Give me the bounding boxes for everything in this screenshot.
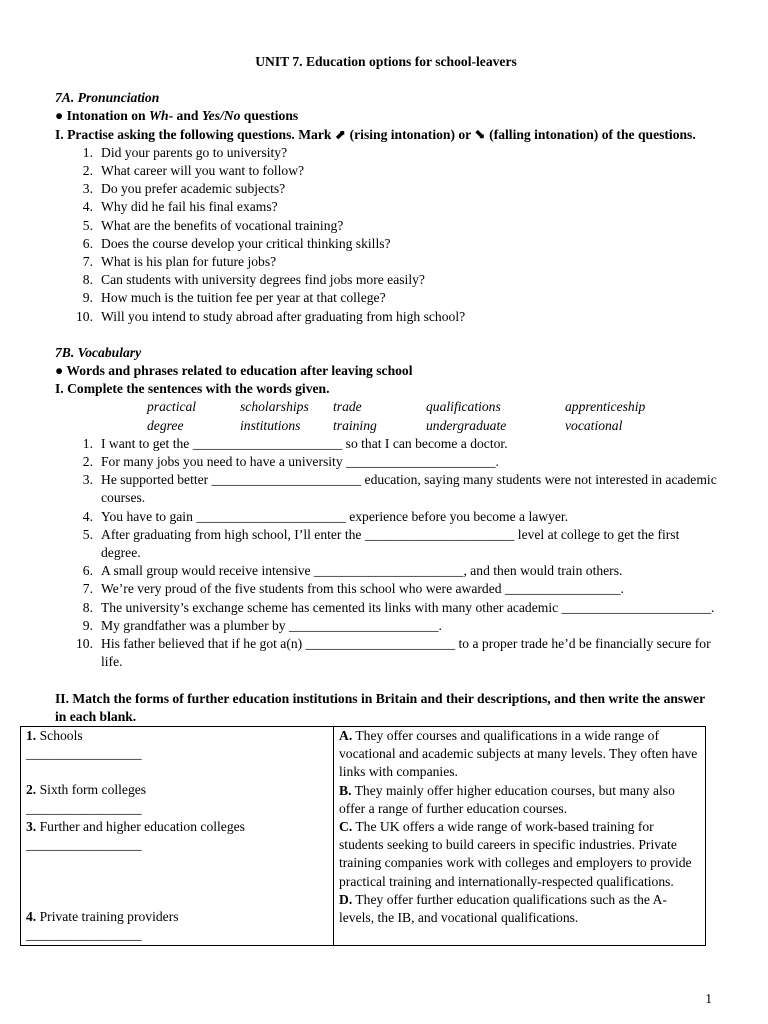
list-item: 6. A small group would receive intensive ______________________, and then would train others.: [82, 563, 623, 579]
section-b-heading: 7B. Vocabulary: [55, 344, 142, 360]
list-item: 7. We’re very proud of the five students from this school who were awarded _________________.: [82, 581, 624, 597]
section-b-instruction: I. Complete the sentences with the words given.: [55, 381, 330, 397]
list-item: 10. Will you intend to study abroad after graduating from high school?: [76, 308, 466, 324]
section-b-bullet: ● Words and phrases related to education after leaving school: [55, 363, 413, 379]
list-item: 5. After graduating from high school, I’ll enter the ______________________ level at college to get the first degree.: [82, 526, 680, 561]
rising-arrow-icon: ⬈: [334, 126, 347, 142]
list-item: 4. Why did he fail his final exams?: [82, 199, 278, 215]
list-item: 5. What are the benefits of vocational training?: [82, 217, 344, 233]
list-item: 9. My grandfather was a plumber by ______________________.: [82, 617, 442, 633]
word-option: practical: [147, 399, 197, 415]
word-option: degree: [147, 417, 184, 433]
spacer: [55, 326, 717, 344]
matching-instruction: II. Match the forms of further education institutions in Britain and their descriptions, and then write the answer in each blank.: [55, 690, 705, 724]
answer-blank[interactable]: _________________: [26, 836, 142, 852]
description-cell: A. They offer courses and qualifications in a wide range of vocational and academic subjects at many levels. They often have links with companies. B. They mainly offer higher education courses, but many also offer a range of further education courses. C. The UK offers a wide range of work-based training for students seeking to build careers in specific industries. Private training companies work with colleges and employers to provide practical training and internationally-respected qualifications. D. They offer further education qualifications such as the A-levels, the IB, and vocational qualifications.: [334, 726, 706, 945]
answer-blank[interactable]: _________________: [26, 746, 142, 762]
pronunciation-question-list: [55, 144, 717, 326]
list-item: 9. How much is the tuition fee per year at that college?: [82, 290, 386, 306]
word-option: qualifications: [426, 399, 501, 415]
list-item: 4. You have to gain ______________________ experience before you become a lawyer.: [82, 508, 569, 524]
word-option: vocational: [565, 417, 623, 433]
answer-blank[interactable]: _________________: [26, 800, 142, 816]
answer-blank[interactable]: _________________: [26, 927, 142, 943]
list-item: 6. Does the course develop your critical thinking skills?: [82, 235, 391, 251]
institution-cell: 1. Schools _________________ 2. Sixth form colleges _________________ 3. Further and higher education colleges _________________ 4. Private training providers _________________: [21, 726, 334, 945]
word-option: scholarships: [240, 399, 309, 415]
list-item: 3. He supported better ______________________ education, saying many students were not interested in academic courses.: [82, 472, 717, 506]
falling-arrow-icon: ⬊: [474, 126, 486, 142]
page-title: UNIT 7. Education options for school-leavers: [255, 54, 517, 69]
word-option: trade: [333, 399, 362, 415]
list-item: 7. What is his plan for future jobs?: [82, 254, 277, 270]
list-item: 8. The university’s exchange scheme has cemented its links with many other academic ______________________.: [82, 599, 715, 615]
word-option: training: [333, 417, 377, 433]
spacer: [55, 672, 717, 690]
word-option: institutions: [240, 417, 301, 433]
page-number: 1: [705, 991, 712, 1006]
list-item: 3. Do you prefer academic subjects?: [82, 181, 286, 197]
list-item: 1. I want to get the ______________________ so that I can become a doctor.: [82, 435, 508, 451]
section-a-instruction: I. Practise asking the following questions. Mark ⬈ (rising intonation) or ⬊ (falling intonation) of the questions.: [55, 126, 717, 144]
list-item: 2. What career will you want to follow?: [82, 163, 305, 179]
word-box: [55, 398, 717, 434]
document-page: [26, 53, 717, 946]
word-option: apprenticeship: [565, 399, 646, 415]
word-option: undergraduate: [426, 417, 507, 433]
list-item: 2. For many jobs you need to have a university ______________________.: [82, 454, 499, 470]
list-item: 8. Can students with university degrees find jobs more easily?: [82, 272, 425, 288]
list-item: 1. Did your parents go to university?: [82, 144, 288, 160]
list-item: 10. His father believed that if he got a(n) ______________________ to a proper trade he’d be financially secure for life.: [76, 636, 711, 670]
vocabulary-sentence-list: [55, 435, 717, 672]
table-row: [21, 726, 706, 945]
matching-table: [20, 726, 706, 946]
section-a-bullet: ● Intonation on Wh- and Yes/No questions: [55, 108, 299, 124]
section-a-heading: 7A. Pronunciation: [55, 90, 160, 106]
